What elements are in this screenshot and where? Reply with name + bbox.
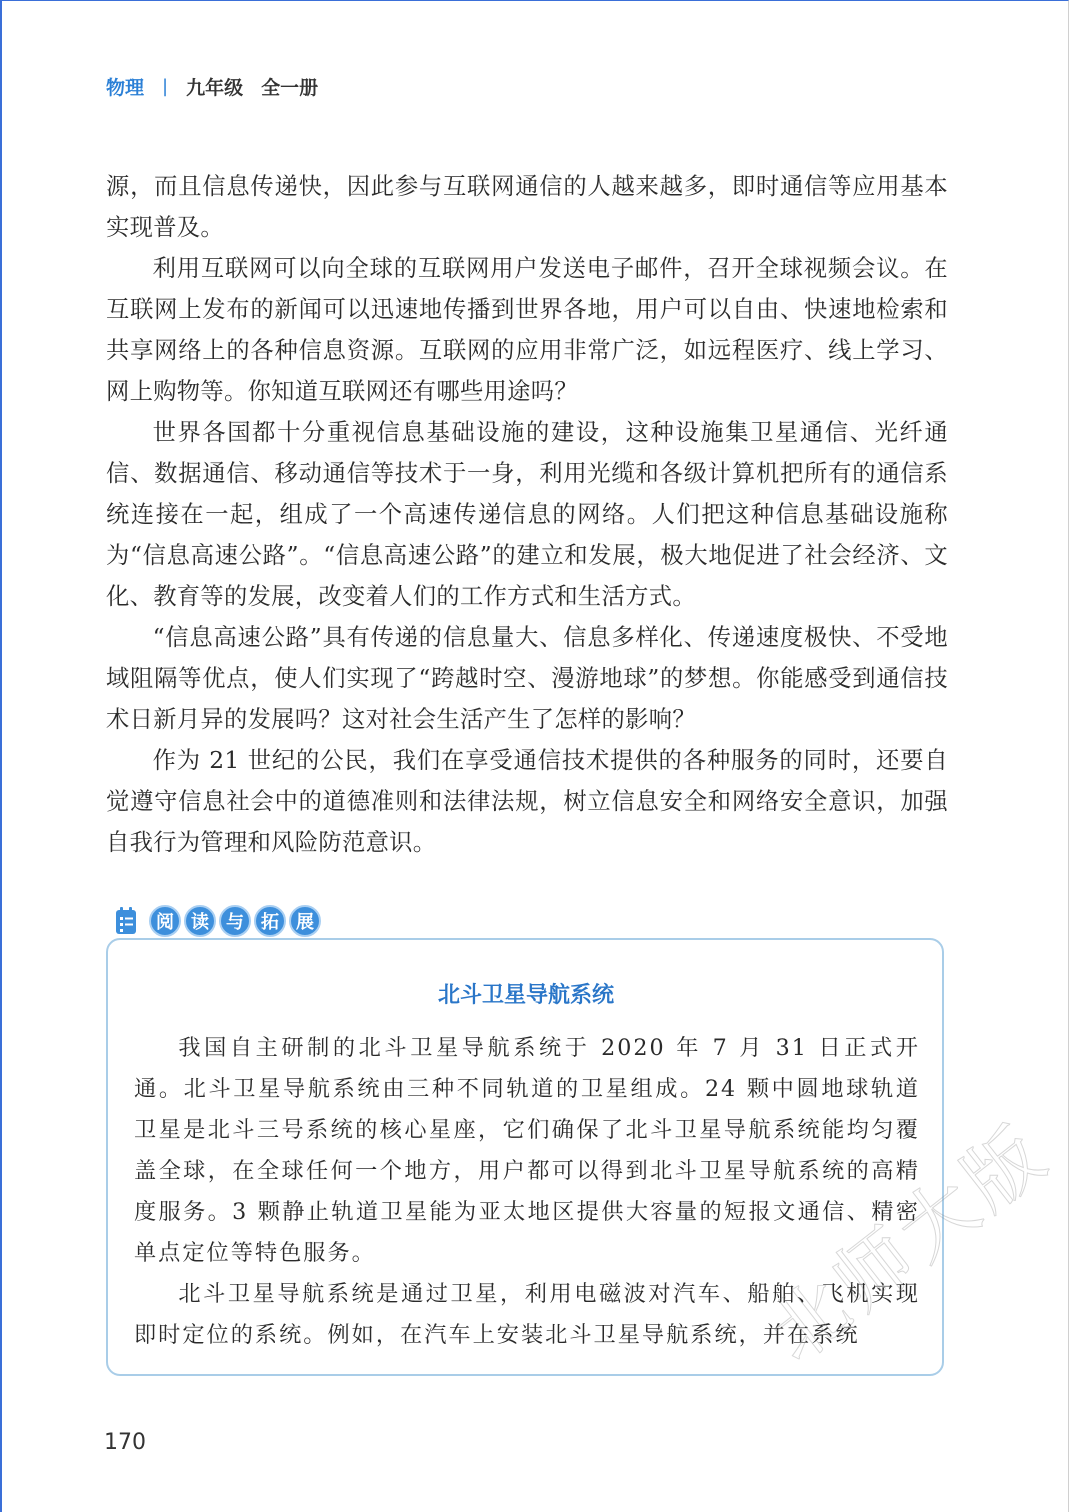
- subject-label: 物理: [106, 76, 145, 99]
- reading-box-text: [134, 1028, 920, 1356]
- box-paragraph: 我国自主研制的北斗卫星导航系统于 2020 年 7 月 31 日正式开通。北斗卫星导航系统由三种不同轨道的卫星组成。24 颗中圆地球轨道卫星是北斗三号系统的核心星座，它们确保了北斗卫星导航系统能均匀覆盖全球，在全球任何一个地方，用户都可以得到北斗卫星导航系统的高精度服务。3 颗静止轨道卫星能为亚太地区提供大容量的短报文通信、精密单点定位等特色服务。: [134, 1035, 920, 1266]
- section-char: 阅: [149, 905, 181, 937]
- section-char: 展: [289, 905, 321, 937]
- header-separator: |: [162, 75, 169, 97]
- book-icon: [114, 906, 140, 936]
- paragraph: 世界各国都十分重视信息基础设施的建设，这种设施集卫星通信、光纤通信、数据通信、移动通信等技术于一身，利用光缆和各级计算机把所有的通信系统连接在一起，组成了一个高速传递信息的网络。人们把这种信息基础设施称为“信息高速公路”。“信息高速公路”的建立和发展，极大地促进了社会经济、文化、教育等的发展，改变着人们的工作方式和生活方式。: [106, 419, 948, 610]
- section-char: 与: [219, 905, 251, 937]
- running-header: [106, 70, 318, 102]
- section-char: 读: [184, 905, 216, 937]
- grade-label: 九年级: [186, 76, 244, 99]
- paragraph: 源，而且信息传递快，因此参与互联网通信的人越来越多，即时通信等应用基本实现普及。: [106, 173, 948, 241]
- reading-box-title: 北斗卫星导航系统: [437, 983, 614, 1008]
- main-text: [106, 166, 948, 863]
- paragraph: 利用互联网可以向全球的互联网用户发送电子邮件，召开全球视频会议。在互联网上发布的新闻可以迅速地传播到世界各地，用户可以自由、快速地检索和共享网络上的各种信息资源。互联网的应用非常广泛，如远程医疗、线上学习、网上购物等。你知道互联网还有哪些用途吗？: [106, 255, 948, 405]
- volume-label: 全一册: [261, 76, 319, 99]
- paragraph: “信息高速公路”具有传递的信息量大、信息多样化、传递速度极快、不受地域阻隔等优点，使人们实现了“跨越时空、漫游地球”的梦想。你能感受到通信技术日新月异的发展吗？这对社会生活产生了怎样的影响？: [106, 624, 948, 733]
- box-paragraph: 北斗卫星导航系统是通过卫星，利用电磁波对汽车、船舶、飞机实现即时定位的系统。例如，在汽车上安装北斗卫星导航系统，并在系统: [134, 1281, 920, 1348]
- paragraph: 作为 21 世纪的公民，我们在享受通信技术提供的各种服务的同时，还要自觉遵守信息社会中的道德准则和法律法规，树立信息安全和网络安全意识，加强自我行为管理和风险防范意识。: [106, 747, 948, 856]
- section-heading-reading-extension: [114, 904, 321, 938]
- page-number: 170: [104, 1430, 146, 1455]
- section-char: 拓: [254, 905, 286, 937]
